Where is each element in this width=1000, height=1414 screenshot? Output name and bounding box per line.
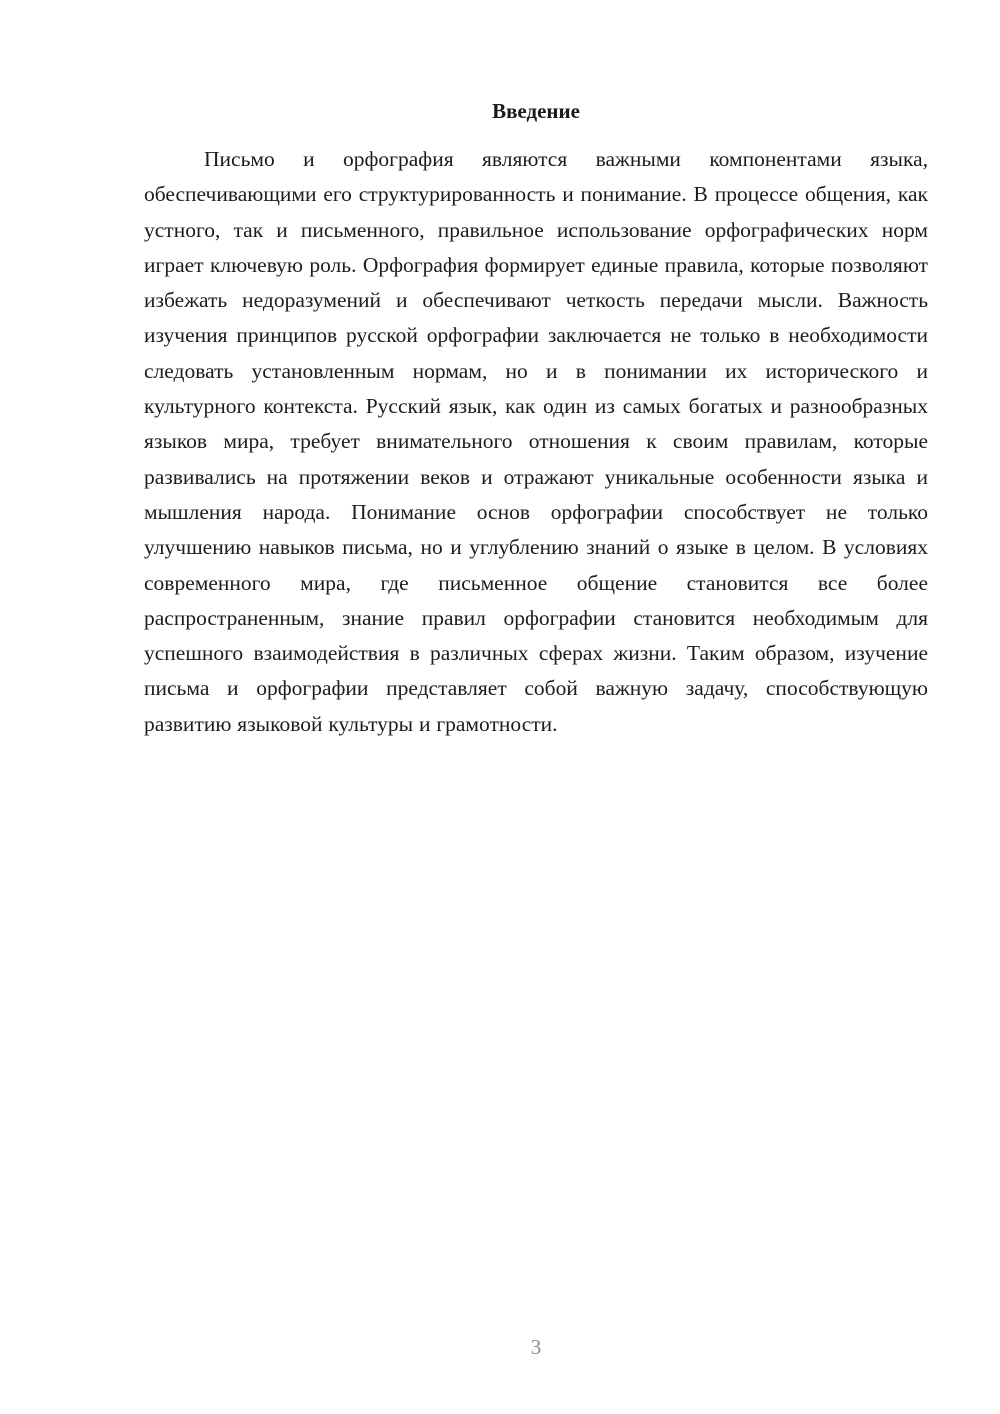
body-paragraph: Письмо и орфография являются важными компонентами языка, обеспечивающими его структурированность и понимание. В процессе общения, как устного, так и письменного, правильное использование орфографических норм играет ключевую роль. Орфография формирует единые правила, которые позволяют избежать недоразумений и обеспечивают четкость передачи мысли. Важность изучения принципов русской орфографии заключается не только в необходимости следовать установленным нормам, но и в понимании их исторического и культурного контекста. Русский язык, как один из самых богатых и разнообразных языков мира, требует внимательного отношения к своим правилам, которые развивались на протяжении веков и отражают уникальные особенности языка и мышления народа. Понимание основ орфографии способствует не только улучшению навыков письма, но и углублению знаний о языке в целом. В условиях современного мира, где письменное общение становится все более распространенным, знание правил орфографии становится необходимым для успешного взаимодействия в различных сферах жизни. Таким образом, изучение письма и орфографии представляет собой важную задачу, способствующую развитию языковой культуры и грамотности.: [144, 147, 928, 736]
page-number: 3: [530, 1335, 542, 1359]
section-heading: Введение: [492, 99, 580, 123]
